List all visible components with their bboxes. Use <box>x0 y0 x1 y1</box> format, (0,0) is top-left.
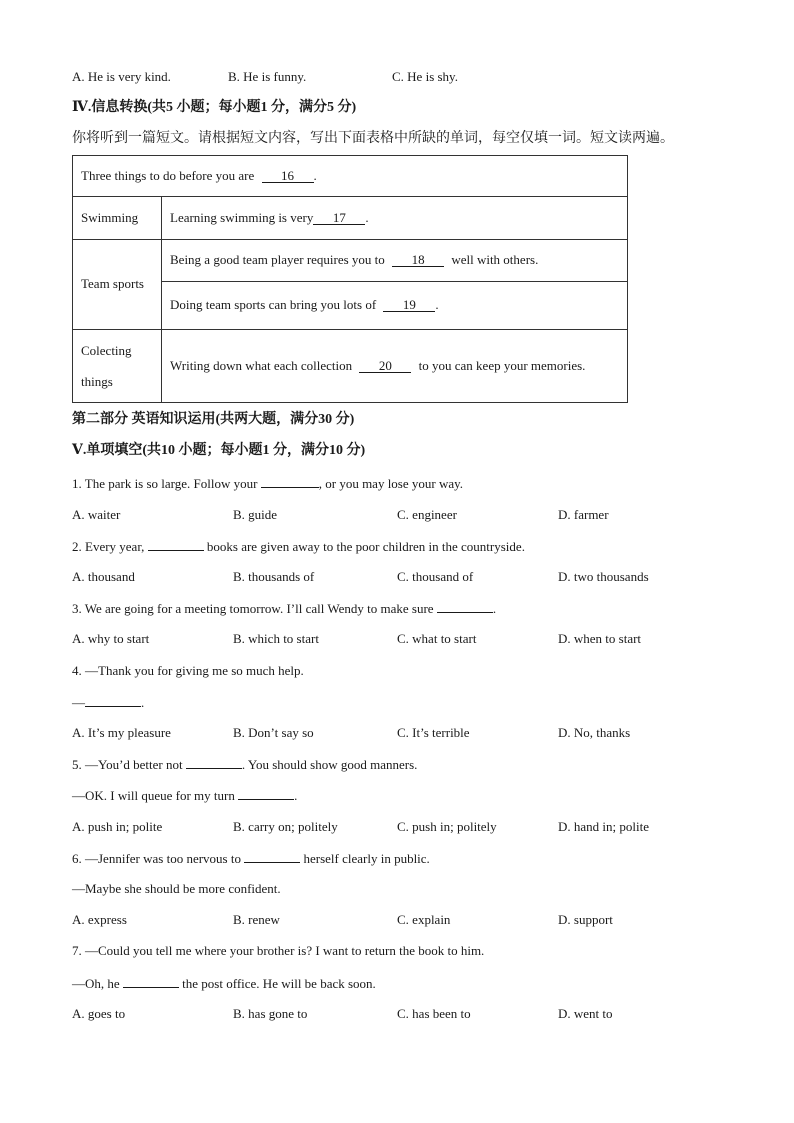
cell-text-end: . <box>435 297 439 313</box>
option-c: C. what to start <box>397 631 477 646</box>
option-c: C. thousand of <box>397 569 474 584</box>
table-cell <box>162 330 628 403</box>
option-d: D. hand in; polite <box>558 819 649 834</box>
stem-text: 1. The park is so large. Follow your <box>72 476 258 491</box>
cell-text-end: . <box>365 209 369 225</box>
option-d: D. No, thanks <box>558 725 631 740</box>
stem-text-end: the post office. He will be back soon. <box>182 976 376 991</box>
option-d: D. support <box>558 912 613 927</box>
table-cell <box>162 197 628 240</box>
prev-question-options <box>72 70 512 84</box>
table-row <box>73 197 628 240</box>
option-c: C. explain <box>397 912 451 927</box>
option-b: B. renew <box>233 912 280 927</box>
option-b: B. He is funny. <box>228 69 307 84</box>
label-line-1: Colecting <box>81 343 132 358</box>
option-b: B. carry on; politely <box>233 819 338 834</box>
table-row <box>73 156 628 197</box>
question-6-line-1 <box>72 851 430 865</box>
stem-text-end: herself clearly in public. <box>303 851 430 866</box>
blank-20: 20 <box>359 359 411 373</box>
option-b: B. has gone to <box>233 1006 308 1021</box>
option-b: B. which to start <box>233 631 319 646</box>
option-b: B. guide <box>233 507 278 522</box>
question-5-line-1 <box>72 757 417 771</box>
row-label-team-sports: Team sports <box>73 240 162 330</box>
question-7-line-1: 7. —Could you tell me where your brother is? I want to return the book to him. <box>72 943 485 958</box>
option-a: A. push in; polite <box>72 819 163 834</box>
option-a: A. why to start <box>72 631 150 646</box>
answer-blank <box>437 601 493 613</box>
option-d: D. farmer <box>558 507 609 522</box>
option-c: C. engineer <box>397 507 457 522</box>
cell-text-end: to you can keep your memories. <box>418 357 586 373</box>
cell-text: Being a good team player requires you to <box>170 252 385 268</box>
question-7-line-2 <box>72 976 376 990</box>
cell-text-end: . <box>313 167 317 183</box>
stem-text: —OK. I will queue for my turn <box>72 788 235 803</box>
stem-text-end: , or you may lose your way. <box>318 476 464 491</box>
table-cell <box>73 156 628 197</box>
option-d: D. two thousands <box>558 569 649 584</box>
table-row <box>73 240 628 282</box>
stem-text: —Oh, he <box>72 976 120 991</box>
blank-16: 16 <box>262 169 314 183</box>
option-a: A. goes to <box>72 1006 126 1021</box>
row-label-swimming: Swimming <box>73 197 162 240</box>
option-d: D. when to start <box>558 631 642 646</box>
stem-text: 2. Every year, <box>72 539 145 554</box>
section-4-instruction: 你将听到一篇短文。请根据短文内容，写出下面表格中所缺的单词，每空仅填一词。短文读两遍。 <box>72 131 674 146</box>
question-4-line-1: 4. —Thank you for giving me so much help. <box>72 663 304 678</box>
label-line-2: things <box>81 374 113 389</box>
cell-text: Doing team sports can bring you lots of <box>170 297 377 313</box>
info-table <box>72 155 628 403</box>
option-c: C. push in; politely <box>397 819 497 834</box>
cell-text: Writing down what each collection <box>170 357 353 373</box>
table-row <box>73 330 628 403</box>
option-a: A. waiter <box>72 507 121 522</box>
option-d: D. went to <box>558 1006 613 1021</box>
part-2-heading: 第二部分 英语知识运用(共两大题，满分30 分) <box>72 412 355 427</box>
option-a: A. It’s my pleasure <box>72 725 171 740</box>
option-b: B. Don’t say so <box>233 725 314 740</box>
stem-text-end: . <box>141 695 145 710</box>
blank-18: 18 <box>392 253 444 267</box>
section-5-heading: Ⅴ.单项填空(共10 小题；每小题1 分，满分10 分) <box>72 443 366 458</box>
option-b: B. thousands of <box>233 569 315 584</box>
stem-text: 6. —Jennifer was too nervous to <box>72 851 241 866</box>
question-6-line-2: —Maybe she should be more confident. <box>72 881 281 896</box>
answer-blank <box>148 539 204 551</box>
section-4-heading: Ⅳ.信息转换(共5 小题；每小题1 分，满分5 分) <box>72 100 357 115</box>
question-2-stem <box>72 539 525 553</box>
stem-text: 3. We are going for a meeting tomorrow. I’ll call Wendy to make sure <box>72 601 434 616</box>
blank-17: 17 <box>313 211 365 225</box>
answer-blank <box>186 757 242 769</box>
answer-blank <box>244 851 300 863</box>
option-c: C. It’s terrible <box>397 725 470 740</box>
question-4-line-2 <box>72 695 144 709</box>
row-label-collecting <box>73 330 162 403</box>
option-c: C. He is shy. <box>392 69 458 84</box>
stem-text: 5. —You’d better not <box>72 757 183 772</box>
stem-text-end: . You should show good manners. <box>241 757 418 772</box>
answer-blank <box>238 788 294 800</box>
option-a: A. thousand <box>72 569 135 584</box>
blank-19: 19 <box>383 298 435 312</box>
option-a: A. express <box>72 912 127 927</box>
answer-blank <box>261 476 319 488</box>
answer-blank <box>123 976 179 988</box>
cell-text-end: well with others. <box>451 252 539 268</box>
dialogue-dash: — <box>72 695 85 710</box>
stem-text-end: books are given away to the poor children in the countryside. <box>206 539 525 554</box>
option-a: A. He is very kind. <box>72 69 171 84</box>
question-1-stem <box>72 476 463 490</box>
cell-text: Three things to do before you are <box>81 167 255 183</box>
table-cell <box>162 240 628 282</box>
table-cell <box>162 282 628 330</box>
question-3-stem <box>72 601 496 615</box>
cell-text: Learning swimming is very <box>170 209 314 225</box>
option-c: C. has been to <box>397 1006 471 1021</box>
answer-blank <box>85 695 141 707</box>
stem-text-end: . <box>294 788 298 803</box>
question-5-line-2 <box>72 788 297 802</box>
stem-text-end: . <box>492 601 497 616</box>
